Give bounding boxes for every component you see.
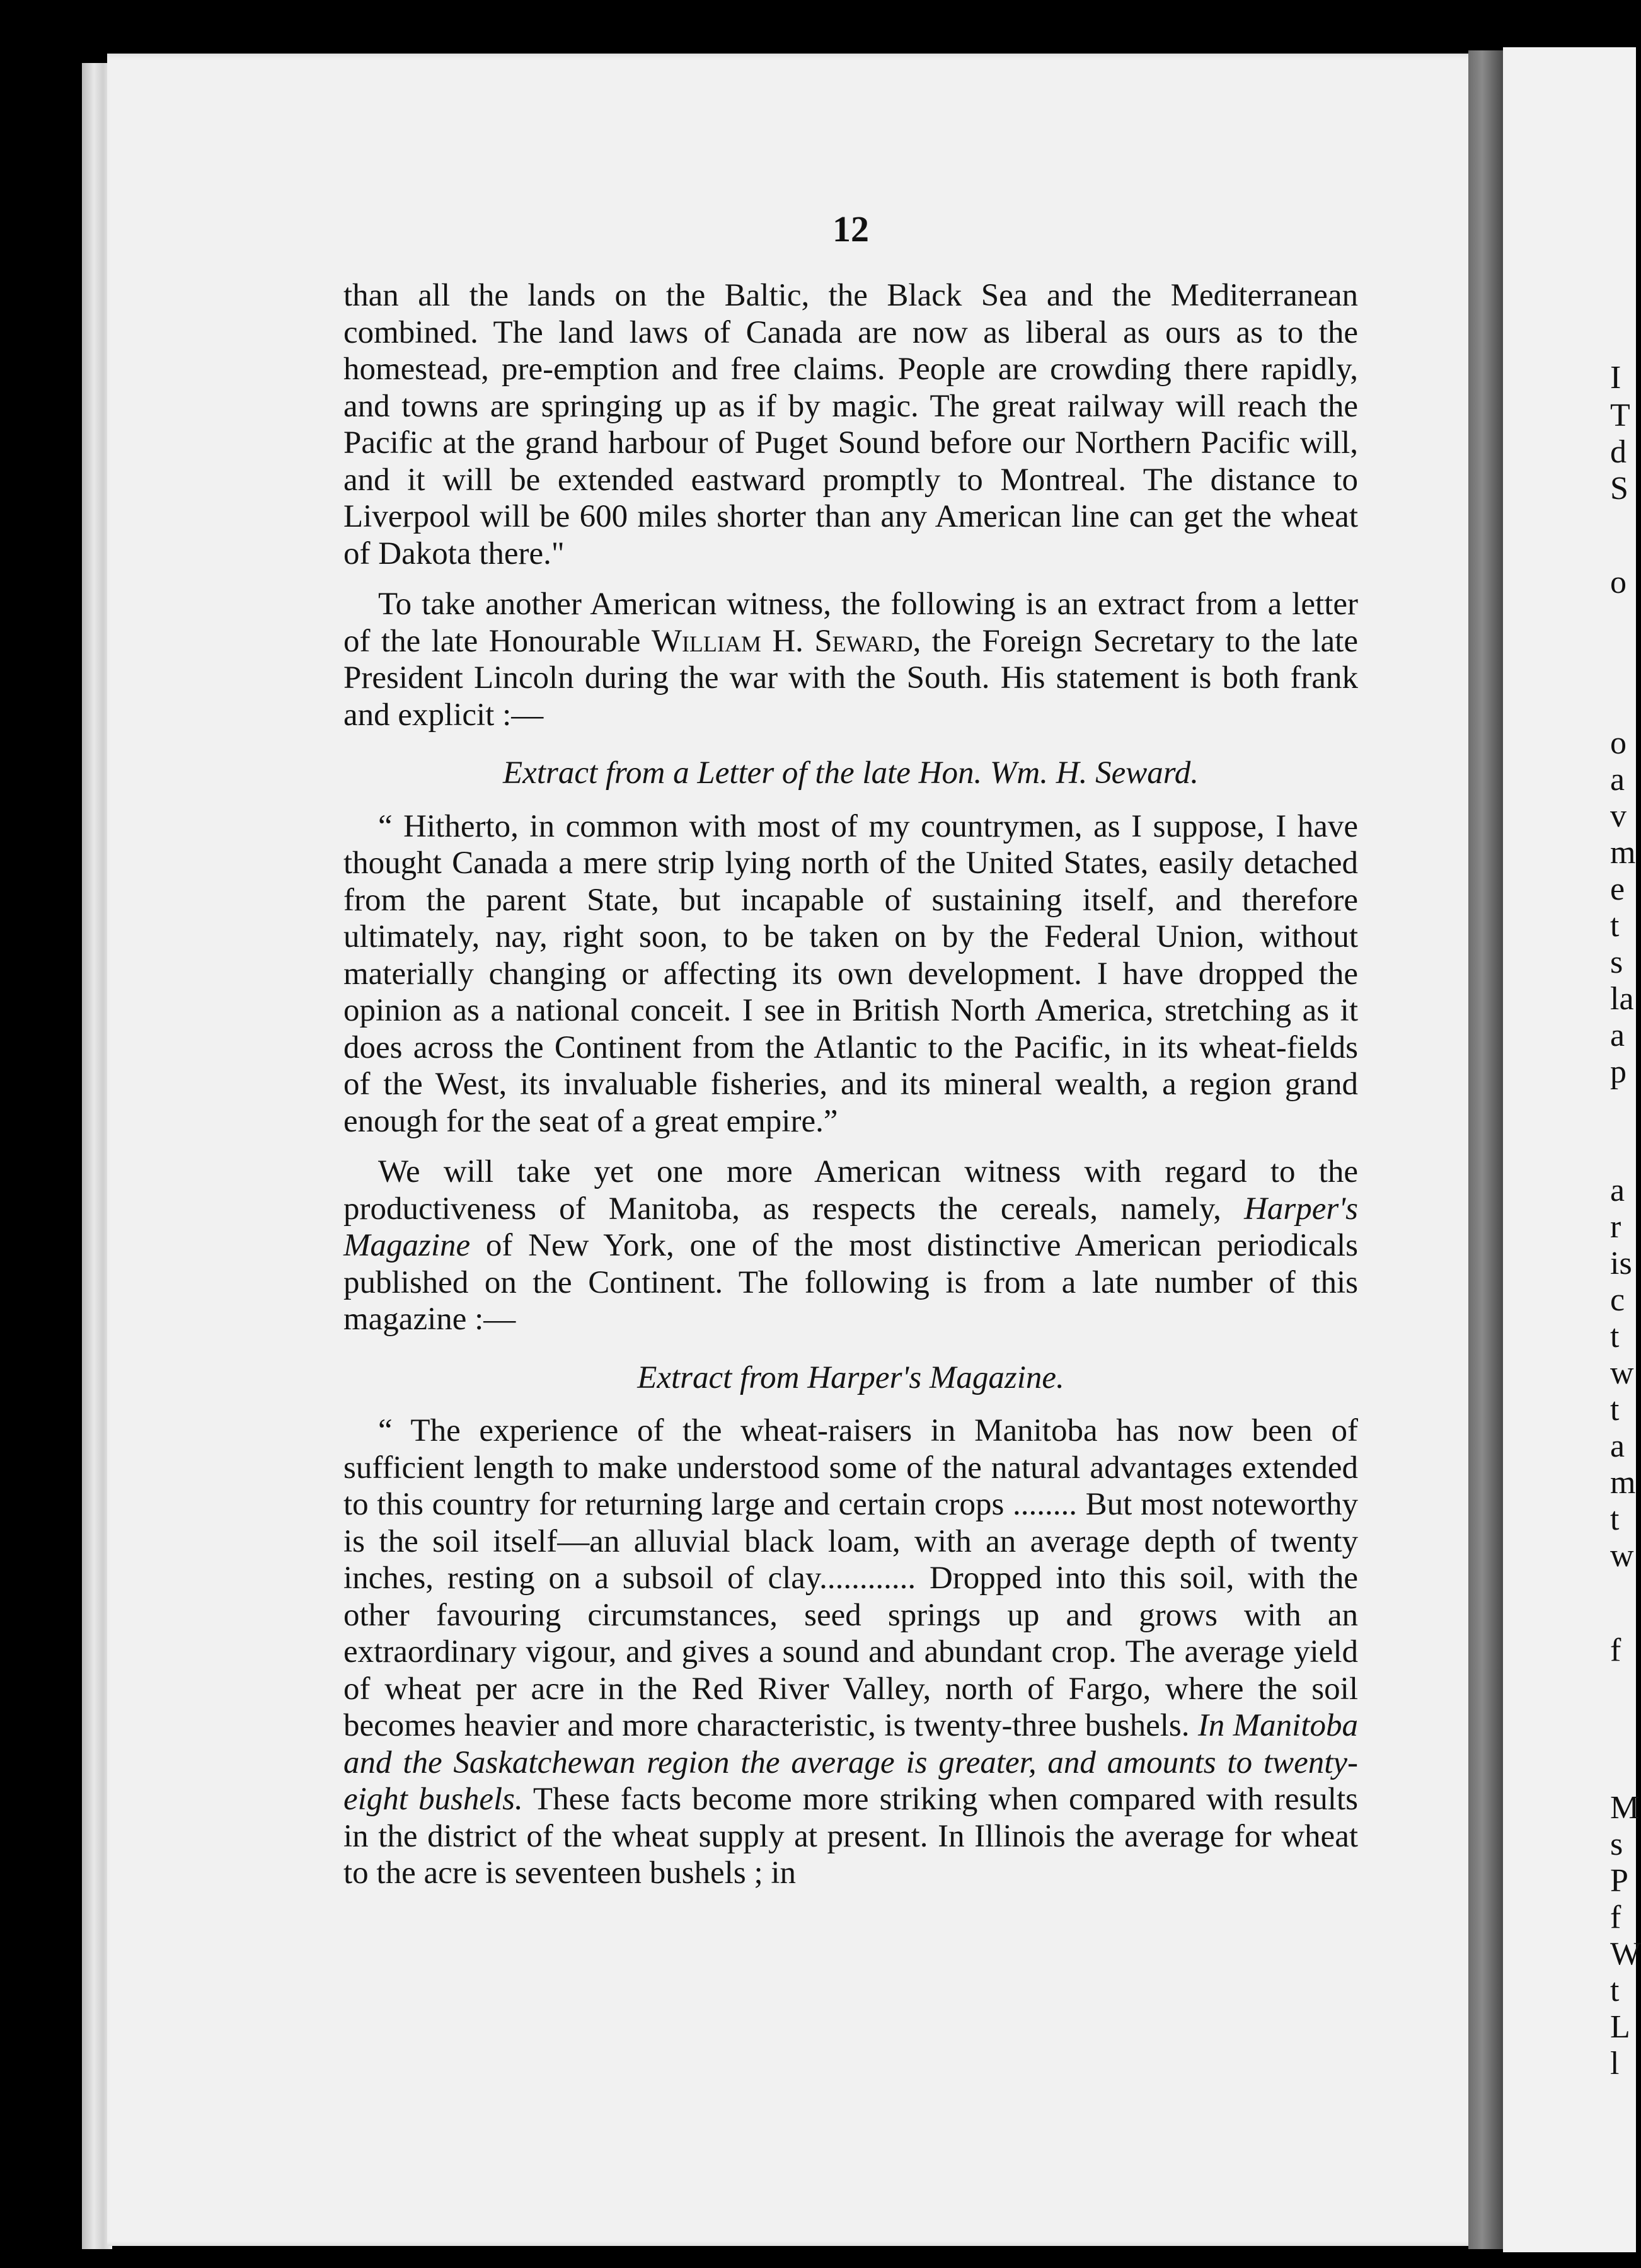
facing-page-fragment: v — [1610, 798, 1627, 834]
facing-page-fragment: t — [1610, 1973, 1620, 2008]
facing-page-fragment: a — [1610, 762, 1625, 798]
facing-page-fragment: e — [1610, 871, 1625, 907]
facing-page-fragment: a — [1610, 1172, 1625, 1208]
facing-page-fragment: w — [1610, 1538, 1634, 1574]
paragraph-harpers-quote — [343, 1412, 1358, 1892]
harpers-quote-text: “ The experience of the wheat-raisers in Manitoba has now been of sufficient length to make understood some of the natural advantages extended to this country for returning large and certain crops ........ But most noteworthy is the soil itself—an alluvial black loam, with an average depth of twenty inches, resting on a subsoil of clay............ Dropped into this soil, with the other favouring circumstances, seed springs up and grows with an extraordinary vigour, and gives a sound and abundant crop. The average yield of wheat per acre in the Red River Valley, north of Fargo, where the soil becomes heavier and more characteristic, is twenty-three bushels. — [343, 1413, 1358, 1743]
facing-page-fragment: t — [1610, 908, 1620, 944]
facing-page-fragment: l — [1610, 2046, 1620, 2082]
book-spine-shadow — [1468, 50, 1503, 2249]
facing-page-fragment: t — [1610, 1501, 1620, 1537]
facing-page-fragment: la — [1610, 981, 1634, 1017]
facing-page-fragment: t — [1610, 1319, 1620, 1354]
heading-seward-extract: Extract from a Letter of the late Hon. Wm. H. Seward. — [503, 755, 1199, 791]
seward-name: William H. Seward — [651, 623, 913, 659]
page-number: 12 — [832, 209, 869, 249]
facing-page-fragment: p — [1610, 1054, 1627, 1090]
facing-page-fragment: a — [1610, 1428, 1625, 1464]
facing-page-fragment: o — [1610, 564, 1627, 600]
facing-page-fragment: d — [1610, 434, 1627, 470]
facing-page-fragment: f — [1610, 1632, 1621, 1668]
harpers-quote-tail: These facts become more striking when compared with results in the district of the wheat supply at present. In Illinois the average for wheat to the acre is seventeen bushels ; in — [343, 1782, 1358, 1891]
paragraph-seward-quote: “ Hitherto, in common with most of my countrymen, as I suppose, I have thought Canada a mere strip lying north of the United States, easily detached from the parent State, but incapable of sustaining itself, and therefore ultimately, nay, right soon, to be taken on by the Federal Union, without materially changing or affecting its own development. I have dropped the opinion as a national conceit. I see in British North America, stretching as it does across the Continent from the Atlantic to the Pacific, in its wheat-fields of the West, its invaluable fisheries, and its mineral wealth, a region grand enough for the seat of a great empire.” — [343, 808, 1358, 1139]
facing-page-fragment: s — [1610, 944, 1623, 980]
facing-page-fragment: w — [1610, 1355, 1634, 1391]
facing-page-fragment: s — [1610, 1826, 1623, 1862]
facing-page-fragment: m — [1610, 835, 1636, 871]
facing-page-fragment: M — [1610, 1790, 1640, 1826]
facing-page-fragment: a — [1610, 1017, 1625, 1053]
heading-harpers-extract: Extract from Harper's Magazine. — [637, 1360, 1064, 1395]
facing-page-text-fragments — [1610, 0, 1641, 2268]
facing-page-fragment: S — [1610, 471, 1628, 507]
facing-page-fragment: c — [1610, 1282, 1625, 1318]
harpers-intro-tail: of New York, one of the most distinctive American periodicals published on the Continent. The following is from a late number of this magazine :— — [343, 1228, 1358, 1337]
facing-page-fragment: T — [1610, 398, 1630, 433]
paragraph-harpers-intro — [343, 1154, 1358, 1338]
facing-page-fragment: o — [1610, 725, 1627, 761]
facing-page-fragment: m — [1610, 1465, 1636, 1501]
harpers-quote-emphasis: In Manitoba and the Saskatchewan region the average is greater, and amounts to twenty-eight bushels. — [343, 1708, 1358, 1817]
facing-page-fragment: I — [1610, 360, 1621, 396]
facing-page-fragment: t — [1610, 1392, 1620, 1428]
harpers-intro-text: We will take yet one more American witness with regard to the productiveness of Manitoba, as respects the cereals, namely, — [343, 1154, 1358, 1227]
seward-intro-text: To take another American witness, the following is an extract from a letter of the late Honourable — [343, 587, 1358, 659]
body-text — [343, 277, 1358, 1892]
seward-intro-tail: , the Foreign Secretary to the late President Lincoln during the war with the South. His statement is both frank and explicit :— — [343, 623, 1358, 733]
harpers-title: Harper's Magazine — [343, 1191, 1358, 1263]
facing-page-fragment: r — [1610, 1209, 1621, 1245]
facing-page-fragment: is — [1610, 1246, 1632, 1281]
facing-page-fragment: P — [1610, 1863, 1628, 1899]
facing-page-fragment: f — [1610, 1899, 1621, 1935]
paragraph-seward-intro — [343, 586, 1358, 733]
facing-page-fragment: L — [1610, 2009, 1630, 2045]
facing-page-fragment: W — [1610, 1936, 1641, 1972]
paragraph-continuation: than all the lands on the Baltic, the Black Sea and the Mediterranean combined. The land laws of Canada are now as liberal as ours as to the homestead, pre-emption and free claims. People are crowding there rapidly, and towns are springing up as if by magic. The great railway will reach the Pacific at the grand harbour of Puget Sound before our Northern Pacific will, and it will be extended eastward promptly to Montreal. The distance to Liverpool will be 600 miles shorter than any American line can get the wheat of Dakota there." — [343, 278, 1358, 571]
